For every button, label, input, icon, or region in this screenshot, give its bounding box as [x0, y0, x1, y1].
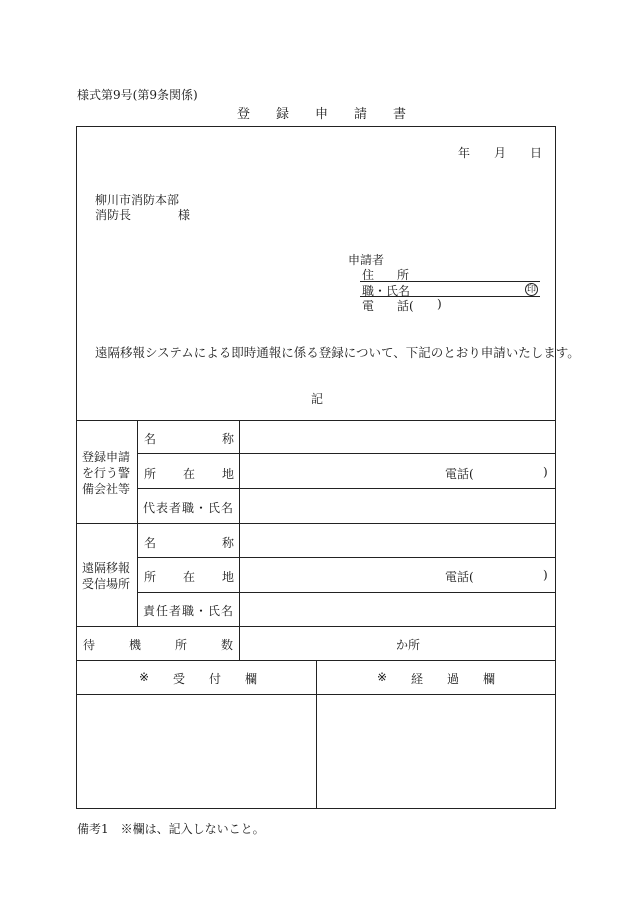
table-top-line [76, 420, 556, 421]
footer-column-divider [316, 660, 317, 809]
company-label-line2: を行う警 [82, 466, 131, 480]
company-location-label: 所 在 地 [144, 467, 234, 481]
standby-count-unit: か所 [396, 638, 421, 652]
applicant-address-b: 所 [397, 268, 410, 282]
line-company-2 [137, 488, 556, 489]
company-section-label [82, 449, 130, 497]
receiver-section-label [82, 560, 130, 592]
company-representative-label: 代表者職・氏名 [143, 501, 235, 515]
document-title: 登録申請書 [237, 107, 433, 122]
label-column-divider [137, 420, 138, 626]
applicant-heading: 申請者 [348, 253, 385, 267]
receiver-phone-close: ) [543, 568, 548, 582]
applicant-name-label: 職・氏名 [362, 284, 411, 298]
company-phone-open: 電話( [445, 467, 474, 481]
receiver-phone-open: 電話( [445, 570, 474, 584]
progress-column-heading: ※ 経 過 欄 [377, 670, 495, 686]
ki-heading: 記 [311, 392, 324, 406]
receiver-label-line1: 遠隔移報 [82, 561, 131, 575]
applicant-phone-a: 電 [362, 299, 375, 313]
request-statement: 遠隔移報システムによる即時通報に係る登録について、下記のとおり申請いたします。 [95, 345, 580, 360]
applicant-phone-b: 話( [397, 299, 414, 313]
line-company-1 [137, 453, 556, 454]
receiver-name-label: 名 称 [144, 536, 234, 550]
reception-column-heading: ※ 受 付 欄 [139, 670, 257, 686]
applicant-phone-c: ) [437, 297, 442, 311]
line-standby-top [76, 626, 556, 627]
line-section [76, 523, 556, 524]
company-name-label: 名 称 [144, 432, 234, 446]
receiver-location-label: 所 在 地 [144, 570, 234, 584]
company-label-line1: 登録申請 [82, 450, 131, 464]
seal-mark-icon: 印 [526, 285, 536, 295]
date-day: 日 [530, 146, 543, 160]
line-receiver-1 [137, 557, 556, 558]
date-year: 年 [458, 146, 471, 160]
field-column-divider [239, 420, 240, 660]
receiver-label-line2: 受信場所 [82, 577, 131, 591]
form-number: 様式第9号(第9条関係) [77, 88, 198, 102]
applicant-address-a: 住 [362, 268, 375, 282]
receiver-responsible-label: 責任者職・氏名 [143, 604, 235, 618]
addressee-honorific: 様 [178, 208, 191, 222]
date-month: 月 [494, 146, 507, 160]
addressee-title: 消防長 [95, 208, 132, 222]
remarks-note: 備考1 ※欄は、記入しないこと。 [77, 822, 265, 836]
line-receiver-2 [137, 592, 556, 593]
standby-count-label: 待 機 所 数 [83, 638, 233, 652]
addressee-org: 柳川市消防本部 [95, 193, 180, 207]
company-label-line3: 備会社等 [82, 482, 131, 496]
company-phone-close: ) [543, 465, 548, 479]
